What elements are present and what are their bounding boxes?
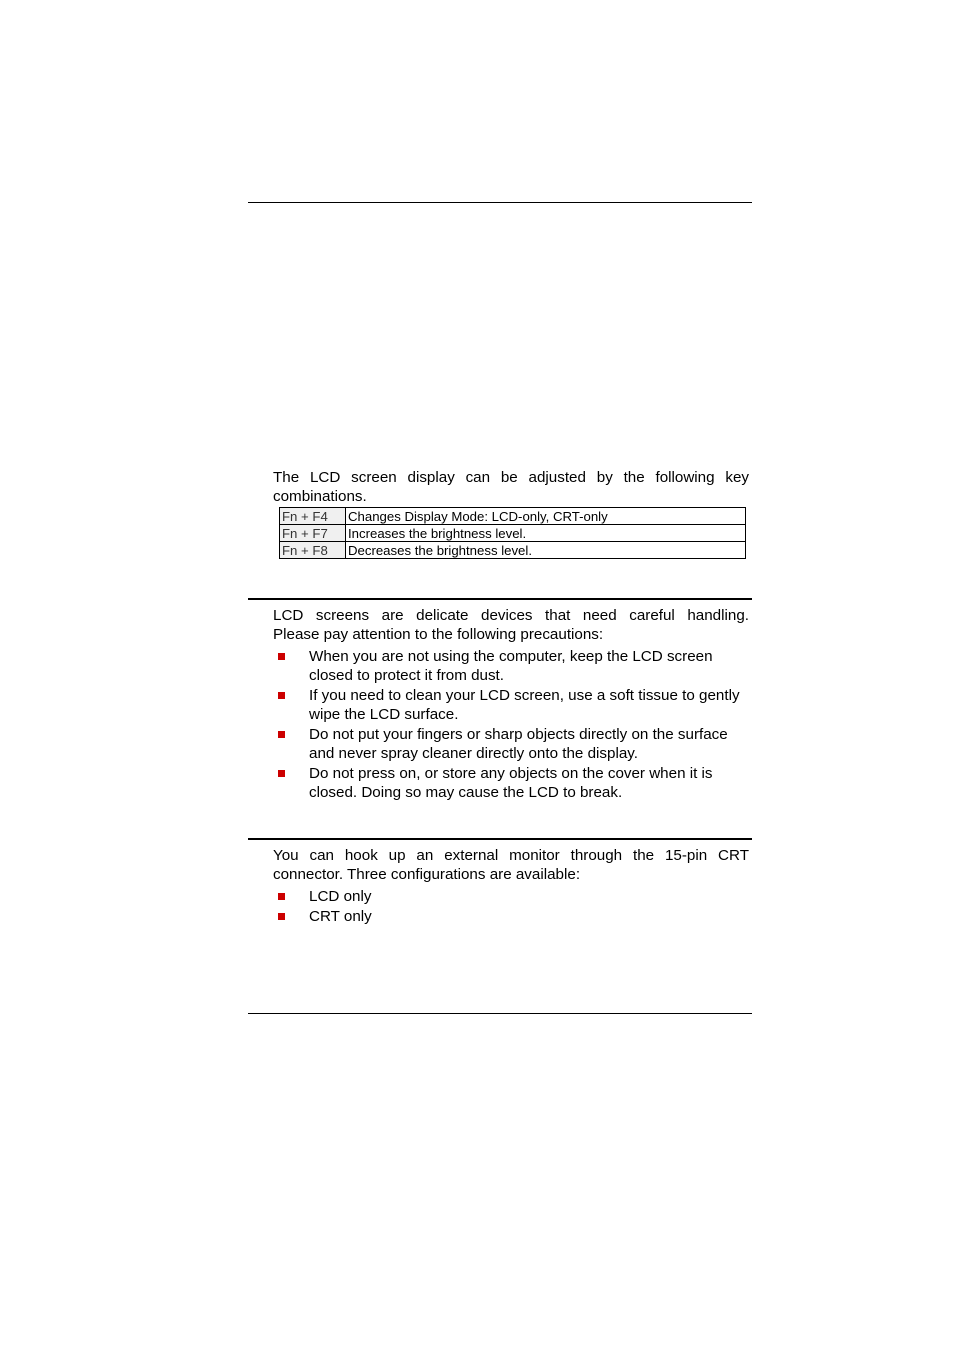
lcd-care-intro-line2: Please pay attention to the following precautions: bbox=[273, 626, 604, 643]
section-rule-lcd-care bbox=[248, 598, 752, 600]
square-bullet-icon bbox=[278, 913, 285, 920]
square-bullet-icon bbox=[278, 893, 285, 900]
list-item-text: If you need to clean your LCD screen, use a soft tissue to gently wipe the LCD surface. bbox=[309, 687, 740, 723]
key-combination-table bbox=[279, 507, 746, 559]
external-monitor-intro bbox=[273, 846, 749, 884]
table-row bbox=[280, 508, 746, 525]
key-cell: Fn + F7 bbox=[280, 525, 346, 542]
list-item bbox=[273, 647, 749, 685]
square-bullet-icon bbox=[278, 692, 285, 699]
list-item-text: Do not press on, or store any objects on the cover when it is closed. Doing so may cause the LCD to break. bbox=[309, 765, 713, 801]
section-rule-external-monitor bbox=[248, 838, 752, 840]
top-rule bbox=[248, 202, 752, 203]
list-item bbox=[273, 725, 749, 763]
key-cell: Fn + F4 bbox=[280, 508, 346, 525]
list-item bbox=[273, 686, 749, 724]
description-cell: Changes Display Mode: LCD-only, CRT-only bbox=[346, 508, 746, 525]
square-bullet-icon bbox=[278, 731, 285, 738]
external-monitor-intro-line1: You can hook up an external monitor through the 15-pin CRT bbox=[273, 847, 749, 864]
list-item-text: LCD only bbox=[309, 888, 372, 905]
square-bullet-icon bbox=[278, 653, 285, 660]
list-item bbox=[273, 887, 749, 906]
list-item-text: CRT only bbox=[309, 908, 372, 925]
lcd-care-intro-line1: LCD screens are delicate devices that need careful handling. bbox=[273, 607, 749, 624]
list-item-text: Do not put your fingers or sharp objects directly on the surface and never spray cleaner directly onto the display. bbox=[309, 726, 728, 762]
lcd-care-intro bbox=[273, 606, 749, 644]
bottom-rule bbox=[248, 1013, 752, 1014]
square-bullet-icon bbox=[278, 770, 285, 777]
description-cell: Decreases the brightness level. bbox=[346, 542, 746, 559]
lcd-adjust-intro bbox=[273, 468, 749, 506]
external-monitor-list bbox=[273, 887, 749, 927]
description-cell: Increases the brightness level. bbox=[346, 525, 746, 542]
list-item bbox=[273, 907, 749, 926]
lcd-care-list bbox=[273, 647, 749, 803]
lcd-adjust-intro-line2: combinations. bbox=[273, 488, 367, 505]
list-item-text: When you are not using the computer, keep the LCD screen closed to protect it from dust. bbox=[309, 648, 713, 684]
external-monitor-intro-line2: connector. Three configurations are available: bbox=[273, 866, 581, 883]
key-cell: Fn + F8 bbox=[280, 542, 346, 559]
list-item bbox=[273, 764, 749, 802]
lcd-adjust-intro-line1: The LCD screen display can be adjusted by the following key bbox=[273, 469, 749, 486]
table-row bbox=[280, 525, 746, 542]
table-row bbox=[280, 542, 746, 559]
